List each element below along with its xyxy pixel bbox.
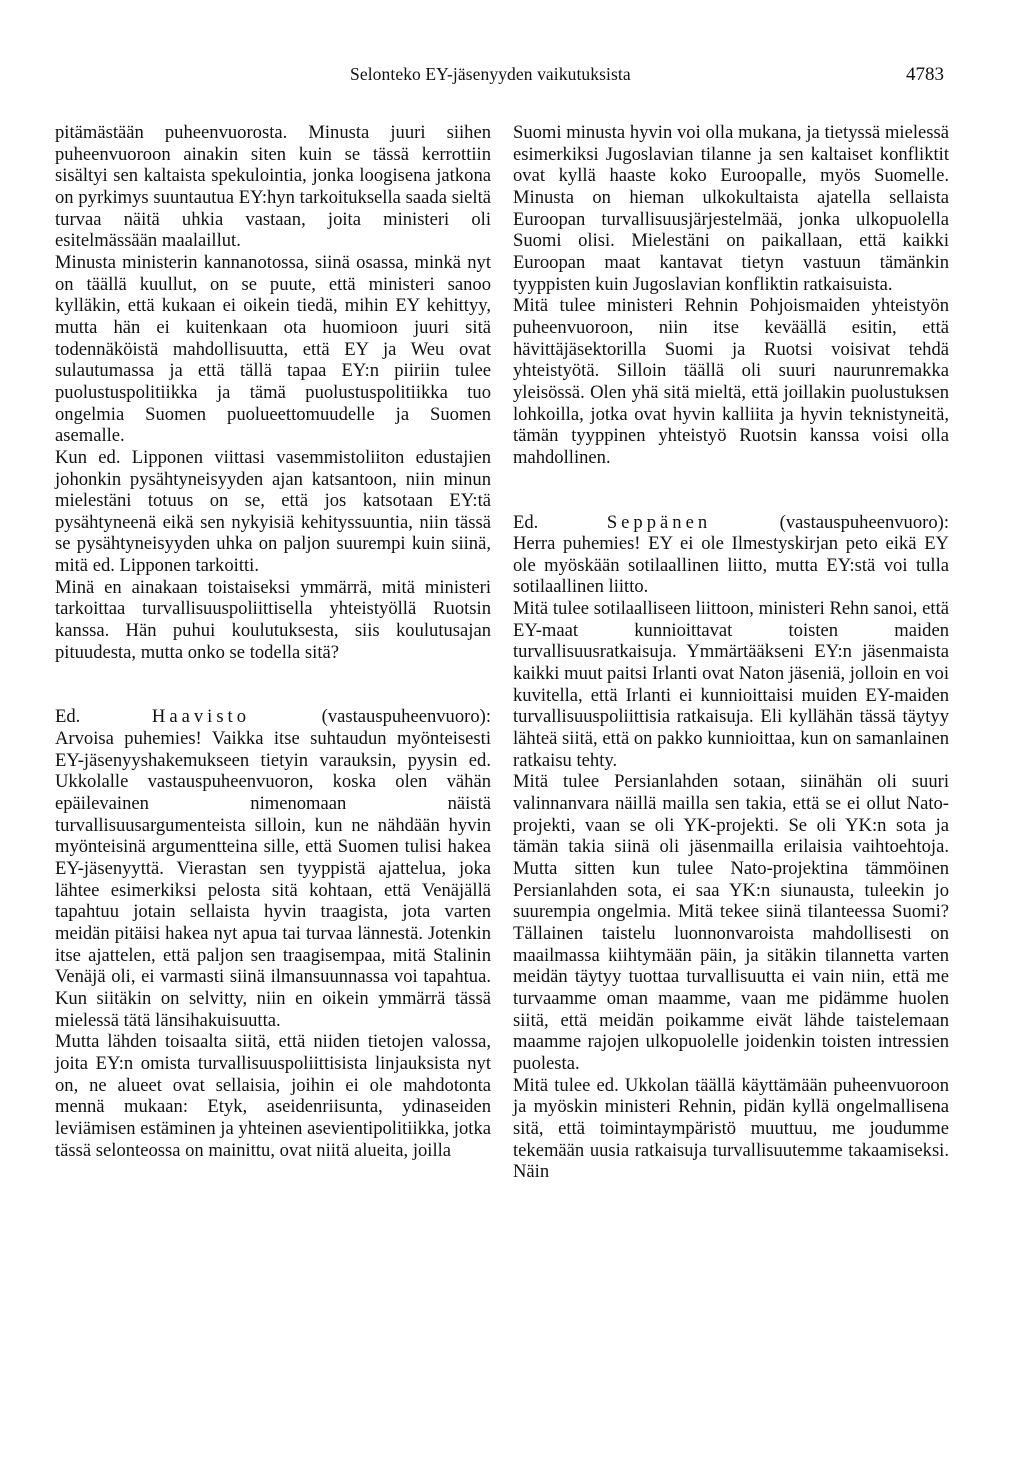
paragraph: Mitä tulee ministeri Rehnin Pohjoismaiden yhteistyön puheenvuoroon, niin itse keväällä esitin, että hävittäjäsektorilla Suomi ja Ruotsi voisivat tehdä yhteistyötä. Silloin täällä oli suuri naurunremakka yleisössä. Olen yhä sitä mieltä, että joillakin puolustuksen lohkoilla, jotka ovat hyvin kalliita ja hyvin teknistyneitä, tämän tyyppinen yhteistyö Ruotsin kanssa voisi olla mahdollinen. (513, 295, 949, 468)
paragraph: Minä en ainakaan toistaiseksi ymmärrä, mitä ministeri tarkoittaa turvallisuuspoliittisella yhteistyöllä Ruotsin kanssa. Hän puhui koulutuksesta, siis koulutusajan pituudesta, mutta onko se todella sitä? (55, 576, 491, 663)
speech-text: Herra puhemies! EY ei ole Ilmestyskirjan peto eikä EY ole myöskään sotilaallinen liitto, mutta EY:stä voi tulla sotilaallinen liitto. (513, 533, 949, 598)
paragraph: Minusta ministerin kannanotossa, siinä osassa, minkä nyt on täällä kuullut, on se puute, että ministeri sanoo kylläkin, että kukaan ei oikein tiedä, mihin EY kehittyy, mutta hän ei kuitenkaan ota huomioon juuri sitä todennäköistä mahdollisuutta, että EY ja Weu ovat sulautumassa ja että tällä tapaa EY:n piiriin tulee puolustuspolitiikka ja tämä puolustuspolitiikka tuo ongelmia Suomen puolueettomuudelle ja Suomen asemalle. (55, 251, 491, 447)
speaker-name: Seppänen (606, 511, 712, 533)
paragraph: Mitä tulee ed. Ukkolan täällä käyttämään puheenvuoroon ja myöskin ministeri Rehnin, pidän kyllä ongelmallisena sitä, että toimintaympäristö muuttuu, me joudumme tekemään uusia ratkaisuja turvallisuutemme takaamiseksi. Näin (513, 1074, 949, 1183)
speech-header-line (513, 512, 949, 534)
running-title: Selonteko EY-jäsenyyden vaikutuksista (350, 64, 631, 84)
paragraph: pitämästään puheenvuorosta. Minusta juuri siihen puheenvuoroon ainakin siten kuin se tässä kerrottiin sisältyi sen kaltaista spekulointia, jonka loogisena jatkona on pyrkimys suuntautua EY:hyn tarkoituksella saada sieltä turvaa näitä uhkia vastaan, joita ministeri oli esitelmässään maalaillut. (55, 122, 491, 252)
page-number: 4783 (906, 64, 944, 85)
speech-note: (vastauspuheenvuoro): (779, 511, 949, 533)
left-column (55, 122, 491, 1161)
speech-header-line (55, 706, 491, 728)
speaker-prefix: Ed. (513, 511, 539, 533)
speech-header (513, 512, 949, 534)
speech-text: Arvoisa puhemies! Vaikka itse suhtaudun myönteisesti EY-jäsenyyshakemukseen tietyin varauksin, pyysin ed. Ukkolalle vastauspuheenvuoron, koska olen vähän epäilevainen nimenomaan näistä turvallisuusargumenteista silloin, kun ne nähdään hyvin myönteisinä argumentteina sille, että Suomen tulisi hakea EY-jäsenyyttä. Vierastan sen tyyppistä ajattelua, joka lähtee esimerkiksi pelosta sitä kohtaan, että Venäjällä tapahtuu jotain sellaista hyvin traagista, jota varten meidän pitäisi hakea nyt apua tai turvaa lännestä. Jotenkin itse ajattelen, että paljon sen traagisempaa, mitä Stalinin Venäjä oli, ei varmasti siinä ilmansuunnassa voi tapahtua. Kun siitäkin on selvitty, niin en oikein ymmärrä tässä mielessä tätä länsihakuisuutta. (55, 728, 491, 1031)
right-column (513, 122, 949, 1183)
speaker-prefix: Ed. (55, 706, 81, 728)
paragraph: Kun ed. Lipponen viittasi vasemmistoliiton edustajien johonkin pysähtyneisyyden ajan katsantoon, niin minun mielestäni totuus on se, että jos katsotaan EY:tä pysähtyneenä eikä sen nykyisiä kehityssuuntia, niin tässä se pysähtyneisyyden uhka on paljon suurempi kuin siinä, mitä ed. Lipponen tarkoitti. (55, 446, 491, 577)
speech-header (55, 706, 491, 728)
paragraph: Suomi minusta hyvin voi olla mukana, ja tietyssä mielessä esimerkiksi Jugoslavian tilanne ja sen kaltaiset konfliktit ovat kyllä haaste koko Euroopalle, myös Suomelle. Minusta on hieman ulkokultaista ajatella sellaista Euroopan turvallisuusjärjestelmää, jonka ulkopuolella Suomi olisi. Mielestäni on paikallaan, että kaikki Euroopan maat kantavat tietyn vastuun tämänkin tyyppisten kuin Jugoslavian konfliktin ratkaisuista. (513, 122, 949, 295)
speech-note: (vastauspuheenvuoro): (321, 706, 491, 728)
paragraph: Mutta lähden toisaalta siitä, että niiden tietojen valossa, joita EY:n omista turvallisuuspoliittisista linjauksista nyt on, ne alueet ovat sellaisia, joihin ei ole mahdotonta mennä mukaan: Etyk, aseidenriisunta, ydinaseiden leviämisen estäminen ja yhteinen asevientipolitiikka, jotka tässä selonteossa on mainittu, ovat niitä alueita, joilla (55, 1031, 491, 1161)
speaker-name: Haavisto (151, 706, 251, 728)
paragraph: Mitä tulee Persianlahden sotaan, siinähän oli suuri valinnanvara näillä mailla sen takia, että se ei ollut Nato-projekti, vaan se oli YK-projekti. Se oli YK:n sota ja tämän takia siinä oli jäsenmailla erilaisia vaihtoehtoja. Mutta sitten kun tulee Nato-projektina tämmöinen Persianlahden sota, ei saa YK:n siunausta, tuleekin jo suurempia ongelmia. Mitä tekee siinä tilanteessa Suomi? Tällainen taistelu luonnonvaroista mahdollisesti on maailmassa kiihtymään päin, ja sitäkin tilannetta varten meidän täytyy tuottaa turvallisuutta ei vain niin, että me turvaamme oman maamme, vaan me pidämme huolen siitä, että meidän poikamme eivät lähde taistelemaan maamme rajojen ulkopuolelle joidenkin toisten intressien puolesta. (513, 771, 949, 1074)
paragraph: Mitä tulee sotilaalliseen liittoon, ministeri Rehn sanoi, että EY-maat kunnioittavat toisten maiden turvallisuusratkaisuja. Ymmärtääkseni EY:n jäsenmaista kaikki muut paitsi Irlanti ovat Naton jäseniä, jolloin en voi kuvitella, että Irlanti ei kunnioittaisi muiden EY-maiden turvallisuuspoliittisia ratkaisuja. Eli kyllähän tässä täytyy lähteä siitä, että on pakko kunnioittaa, kun on samanlainen ratkaisu tehty. (513, 598, 949, 771)
